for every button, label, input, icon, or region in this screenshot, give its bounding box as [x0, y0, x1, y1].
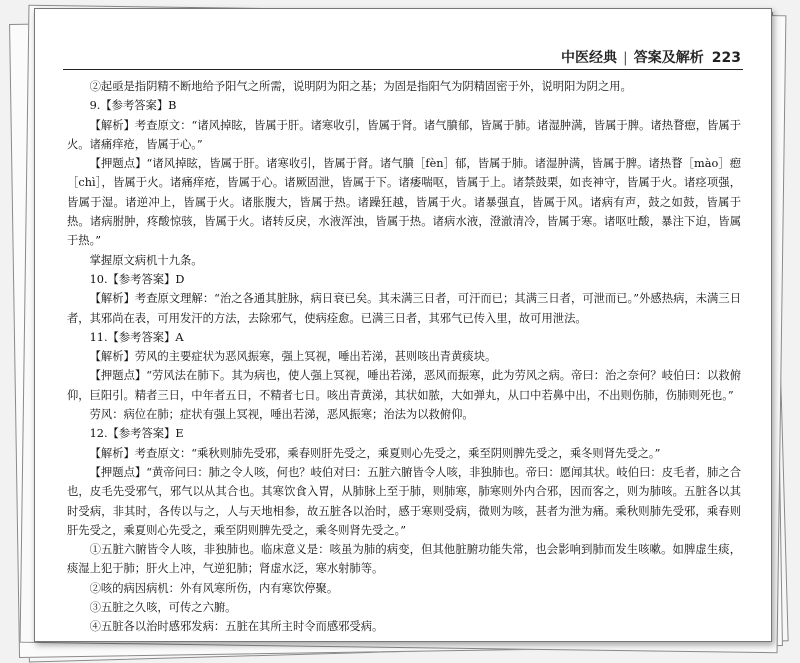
header-rule — [63, 69, 743, 70]
analysis-12: 【解析】考查原文：“乘秋则肺先受邪，乘春则肝先受之，乘夏则心先受之，乘至阴则脾先受之，乘冬则肾先受之。” — [89, 446, 661, 460]
point-12-4: ④五脏各以治时感邪发病：五脏在其所主时令而感邪受病。 — [89, 620, 384, 634]
book-page — [34, 8, 772, 642]
analysis-9: 【解析】考查原文：“诸风掉眩，皆属于肝。诸寒收引，皆属于肾。诸气膹郁，皆属于肺。诸湿肿满，皆属于脾。诸热瞀瘛，皆属于火。诸痛痒疮，皆属于心。” — [67, 118, 741, 151]
book-title: 中医经典 — [561, 50, 618, 66]
point-12-3: ③五脏之久咳，可传之六腑。 — [89, 601, 237, 615]
answer-11: 11.【参考答案】A — [89, 330, 184, 344]
analysis-10: 【解析】考查原文理解：“治之各通其脏脉，病日衰已矣。其未满三日者，可汗而已；其满三日者，可泄而已。”外感热病，未满三日者，其邪尚在表，可用发汗的方法，去除邪气，使病痊愈。已满三日者，其邪气已传入里，故可用泄法。 — [67, 292, 741, 325]
page-number: 223 — [711, 50, 741, 66]
key-point-11: 【押题点】“劳风法在肺下。其为病也，使人强上冥视，唾出若涕，恶风而振寒，此为劳风之病。帝曰：治之奈何？岐伯曰：以救俯仰，巨阳引。精者三日，中年者五日，不精者七日。咳出青黄涕，其状如脓，大如弹丸，从口中若鼻中出，不出则伤肺，伤肺则死也。” — [67, 369, 741, 402]
answer-12: 12.【参考答案】E — [89, 427, 184, 441]
page-body — [67, 77, 741, 637]
point-12-1: ①五脏六腑皆令人咳，非独肺也。临床意义是：咳虽为肺的病变，但其他脏腑功能失常，也会影响到肺而发生咳嗽。如脾虚生痰，痰湿上犯于肺；肝火上冲，气逆犯肺；肾虚水泛，寒水射肺等。 — [67, 543, 741, 576]
section-title: 答案及解析 — [633, 50, 704, 66]
key-point-9: 【押题点】“诸风掉眩，皆属于肝。诸寒收引，皆属于肾。诸气膹［fèn］郁，皆属于肺。诸湿肿满，皆属于脾。诸热瞀［mào］瘛［chì］，皆属于火。诸痛痒疮，皆属于心。诸厥固泄，皆属于下。诸痿喘呕，皆属于上。诸禁鼓栗，如丧神守，皆属于火。诸痉项强，皆属于湿。诸逆冲上，皆属于火。诸胀腹大，皆属于热。诸躁狂越，皆属于火。诸暴强直，皆属于风。诸病有声，鼓之如鼓，皆属于热。诸病胕肿，疼酸惊骇，皆属于火。诸转反戾，水液浑浊，皆属于热。诸病水液，澄澈清冷，皆属于寒。诸呕吐酸，暴注下迫，皆属于热。” — [67, 157, 741, 248]
answer-9: 9.【参考答案】B — [89, 99, 177, 113]
analysis-11: 【解析】劳风的主要症状为恶风振寒，强上冥视，唾出若涕，甚则咳出青黄痰块。 — [89, 350, 497, 364]
answer-10: 10.【参考答案】D — [89, 272, 185, 286]
note-9: 掌握原文病机十九条。 — [89, 253, 203, 267]
point-12-2: ②咳的病因病机：外有风寒所伤，内有寒饮停聚。 — [89, 581, 339, 595]
summary-11: 劳风：病位在肺；症状有强上冥视，唾出若涕，恶风振寒；治法为以救俯仰。 — [89, 408, 474, 422]
paragraph-qi-ji: ②起亟是指阴精不断地给予阳气之所需，说明阴为阳之基；为固是指阳气为阴精固密于外，说明阳为阴之用。 — [89, 80, 632, 93]
header-separator: | — [623, 50, 628, 66]
page-header — [561, 47, 741, 67]
key-point-12: 【押题点】“黄帝问曰：肺之令人咳，何也？岐伯对曰：五脏六腑皆令人咳，非独肺也。帝曰：愿闻其状。岐伯曰：皮毛者，肺之合也，皮毛先受邪气，邪气以从其合也。其寒饮食入胃，从肺脉上至于肺，则肺寒，肺寒则外内合邪，因而客之，则为肺咳。五脏各以其时受病，非其时，各传以与之，人与天地相参，故五脏各以治时，感于寒则受病，微则为咳，甚者为泄为痛。乘秋则肺先受邪，乘春则肝先受之，乘夏则心先受之，乘至阴则脾先受之，乘冬则肾先受之。” — [67, 465, 741, 537]
